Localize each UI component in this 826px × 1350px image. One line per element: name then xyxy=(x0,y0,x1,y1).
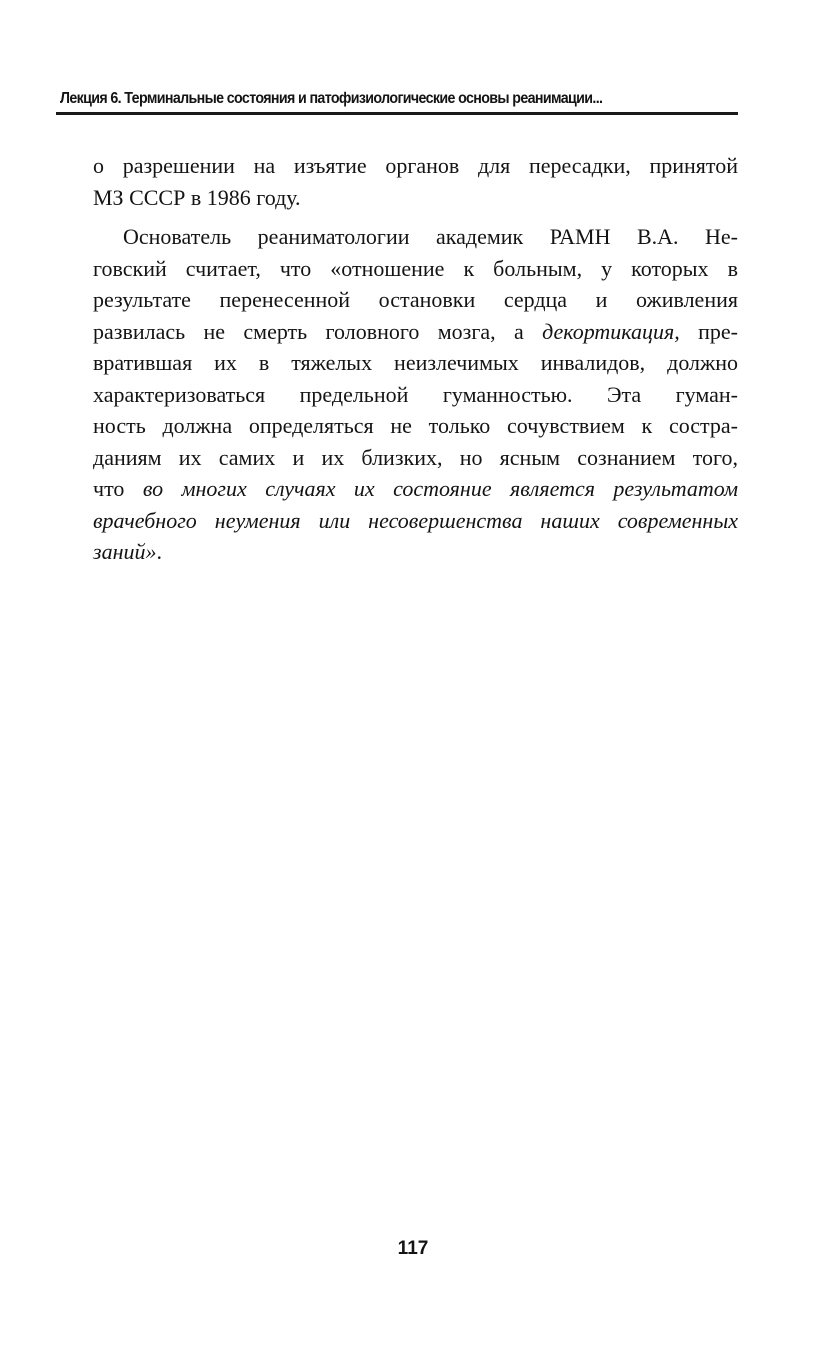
text-line xyxy=(93,536,738,568)
italic-text: во многих случаях их состояние является результатом xyxy=(142,476,738,501)
text-segment: ность должна определяться не только сочувствием к состра- xyxy=(93,413,738,438)
text-segment: развилась не смерть головного мозга, а xyxy=(93,318,543,344)
text-segment: Основатель реаниматологии академик РАМН В.А. Не- xyxy=(123,224,738,249)
text-segment: МЗ СССР в 1986 году. xyxy=(93,184,301,210)
paragraph xyxy=(93,221,738,568)
page-number: 117 xyxy=(397,1238,429,1259)
text-line xyxy=(93,442,738,474)
text-line xyxy=(93,253,738,285)
italic-text: врачебного неумения или несовершенства наших современных xyxy=(93,507,738,533)
text-segment: пре- xyxy=(679,318,738,344)
text-line xyxy=(93,505,738,537)
paragraph-gap xyxy=(93,213,738,221)
text-segment: говский считает, что «отношение к больным, у которых в xyxy=(93,255,738,281)
text-segment: вратившая их в тяжелых неизлечимых инвалидов, должно xyxy=(93,350,738,375)
text-segment: . xyxy=(156,539,162,564)
text-segment: даниям их самих и их близких, но ясным сознанием того, xyxy=(93,444,738,470)
header-rule xyxy=(56,112,738,115)
italic-text: декортикация, xyxy=(542,318,680,344)
running-head: Лекция 6. Терминальные состояния и патофизиологические основы реанимации... xyxy=(60,90,603,107)
text-segment: характеризоваться предельной гуманностью. Эта гуман- xyxy=(93,381,738,407)
text-line xyxy=(93,284,738,316)
text-line xyxy=(93,150,738,182)
text-line xyxy=(93,347,738,379)
text-line xyxy=(93,379,738,411)
text-segment: о разрешении на изъятие органов для пересадки, принятой xyxy=(93,153,738,178)
text-line xyxy=(93,182,738,214)
text-segment: результате перенесенной остановки сердца и оживления xyxy=(93,287,738,312)
body-text xyxy=(93,150,738,568)
text-line xyxy=(93,473,738,505)
text-line xyxy=(93,221,738,253)
paragraph xyxy=(93,150,738,213)
text-line xyxy=(93,316,738,348)
text-line xyxy=(93,410,738,442)
text-segment: что xyxy=(93,476,143,501)
italic-text: заний» xyxy=(93,539,157,564)
